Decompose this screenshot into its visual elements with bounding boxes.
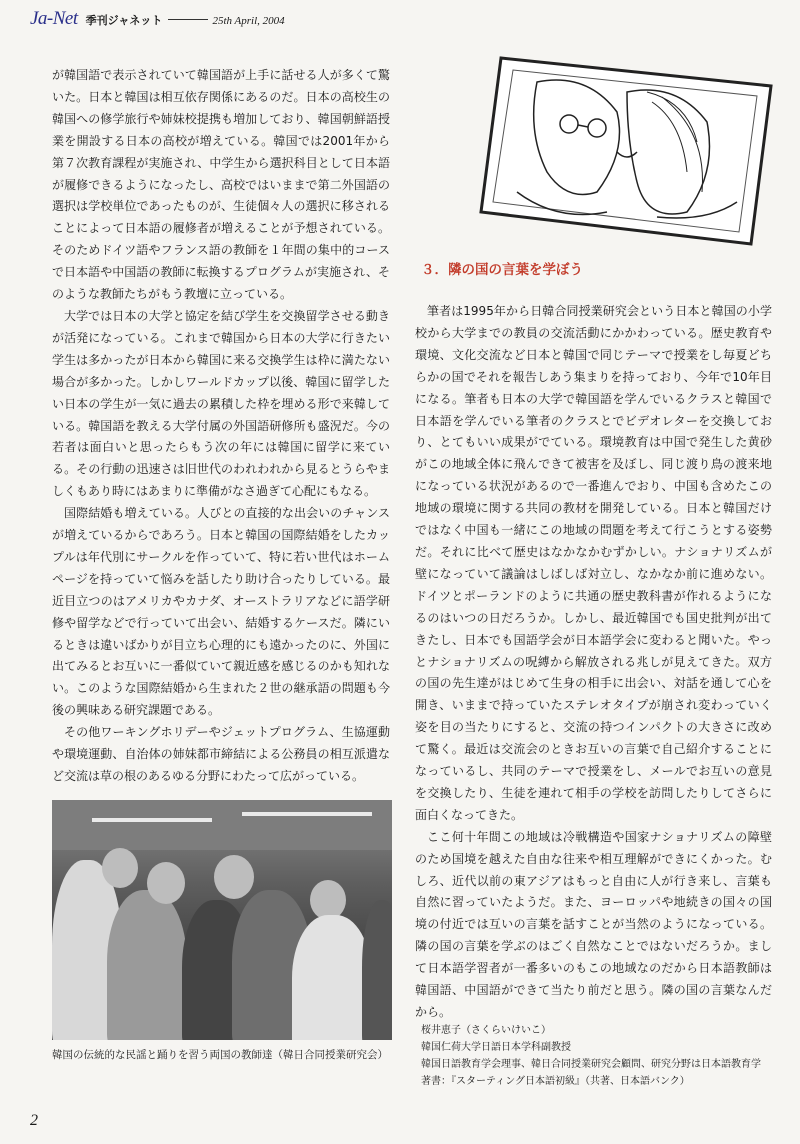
photo-ceiling xyxy=(52,800,392,850)
person-head xyxy=(102,848,138,888)
person-head xyxy=(214,855,254,899)
person xyxy=(292,915,372,1040)
page-number: 2 xyxy=(30,1112,38,1129)
section-title: ３．隣の国の言葉を学ぼう xyxy=(421,262,583,278)
author-roles: 韓国日語教育学会理事、韓日合同授業研究会顧問、研究分野は日本語教育学 xyxy=(421,1059,761,1070)
right-column xyxy=(415,301,772,1024)
page-header xyxy=(30,8,285,30)
issue-date: 25th April, 2004 xyxy=(212,15,285,27)
author-affiliation: 韓国仁荷大学日語日本学科副教授 xyxy=(421,1042,571,1053)
paragraph: が韓国語で表示されていて韓国語が上手に話せる人が多くて驚いた。日本と韓国は相互依存関係にあるのだ。日本の高校生の韓国への修学旅行や姉妹校提携も増加しており、韓国朝鮮語授業を開設する日本の高校が増えている。韓国では2001年から第７次教育課程が実施され、中学生から選択科目として日本語が履修できるようになったし、高校ではいままで第二外国語の選択は学校単位であったものが、生徒個々人の選択に移されることによって日本語の履修者が増えることが予想されている。そのためドイツ語やフランス語の教師を１年間の集中的コースで日本語や中国語の教師に転換するプログラムが実施され、そのような教師たちがもう教壇に立っている。 xyxy=(52,68,390,302)
person xyxy=(107,890,187,1040)
paragraph: 大学では日本の大学と協定を結び学生を交換留学させる動きが活発になっている。これまで韓国から日本の大学に行きたい学生は多かったが日本から韓国に来る交換学生は枠に満たない場合が多かった。しかしワールドカップ以後、韓国に留学したい日本の学生が一気に過去の累積した枠を埋める形で来韓している。韓国語を教える大学付属の外国語研修所も盛況だ。今の若者は面白いと思ったらもう次の年には韓国に留学に来ている。その行動の迅速さは旧世代のわれわれから見るとうらやましくもあり時にはあまりに準備がなさ過ぎて心配にもなる。 xyxy=(52,308,390,499)
person-head xyxy=(147,862,185,904)
paragraph: 筆者は1995年から日韓合同授業研究会という日本と韓国の小学校から大学までの教員の交流活動にかかわっている。歴史教育や環境、文化交流など日本と韓国で同じテーマで授業をし毎夏どちらかの国でそれを報告しあう集まりを持っており、今年で10年目になる。筆者も日本の大学で韓国語を学んでいるクラスと韓国で日本語を学んでいる筆者のクラスとでビデオレターを交換しており、とてもいい成果がでている。環境教育は中国で発生した黄砂がこの地域全体に飛んできて被害を及ぼし、同じ渡り鳥の渡来地になっている状況があるので一番進んでおり、中国も含めたこの地域の環境に関する共同の教材を開発している。日本と韓国だけではなく中国も一緒にこの地域の問題を考えて行こうとする姿勢だ。それに比べて歴史はなかなかむずかしい。ナショナリズムが壁になっていて議論はしばしば対立し、なかなか前に進めない。ドイツとポーランドのように共通の歴史教科書が作れるようになるのはいつの日だろうか。しかし、最近韓国でも国史批判が出てきたし、日本でも国語学会が日本語学会に変わると聞いた。やっとナショナリズムの呪縛から解放される兆しが見えてきた。双方の国の先生達がはじめて生身の相手に出会い、対話を通して心を開き、いままで持っていたステレオタイプが崩され変わっていく姿を目の当たりにすると、交流の持つインパクトの大きさに改めて驚く。最近は交流会のときお互いの言葉で自己紹介することになっているし、共同のテーマで授業をし、メールでお互いの意見を交換したり、生徒を連れて相手の学校を訪問したりしてさらに面白くなってきた。 xyxy=(415,304,772,822)
person-head xyxy=(310,880,346,920)
ceiling-light xyxy=(92,818,212,822)
author-works: 著書：『スターティング日本語初級』（共著、日本語バンク） xyxy=(421,1076,690,1087)
paragraph: 国際結婚も増えている。人びとの直接的な出会いのチャンスが増えているからであろう。日本と韓国の国際結婚をしたカップルは年代別にサークルを作っていて、特に若い世代はホームページを持っていて悩みを話したり助け合ったりしている。最近目立つのはアメリカやカナダ、オーストラリアなどに語学研修や留学などで行っていて出会い、結婚するケースだ。隣にいるときは違いばかりが目立ち心理的にも遠かったのに、外国に出てみるとお互いに一番似ていて親近感を感じるのかも知れない。このような国際結婚から生まれた２世の継承語の問題も今後の興味ある研究課題である。 xyxy=(52,506,390,718)
ja-net-logo: Ja-Net xyxy=(30,8,78,29)
left-column xyxy=(52,65,390,788)
header-rule xyxy=(168,19,208,20)
person xyxy=(362,900,392,1040)
photo-caption: 韓国の伝統的な民謡と踊りを習う両国の教師達（韓日合同授業研究会） xyxy=(52,1049,388,1061)
author-bio xyxy=(421,1022,761,1090)
couple-illustration xyxy=(477,52,775,246)
author-name: 桜井恵子（さくらいけいこ） xyxy=(421,1025,551,1036)
paragraph: ここ何十年間この地域は冷戦構造や国家ナショナリズムの障壁のため国境を越えた自由な往来や相互理解ができにくかった。むしろ、近代以前の東アジアはもっと自由に人が行き来し、言葉も自然に習っていたようだ。また、ヨーロッパや地続きの国々の国境の付近では互いの言葉を話すことが当然のようになっている。隣の国の言葉を学ぶのはごく自然なことではないだろうか。まして日本語学習者が一番多いのもこの地域なのだから日本語教師は韓国語、中国語ができて当たり前だと思う。隣の国の言葉なんだから。 xyxy=(415,829,772,1019)
magazine-title: 季刊ジャネット xyxy=(85,14,163,27)
ceiling-light xyxy=(242,812,372,816)
teachers-photo xyxy=(52,800,392,1040)
paragraph: その他ワーキングホリデーやジェットプログラム、生協運動や環境運動、自治体の姉妹都市締結による公務員の相互派遣など交流は草の根のあるゆる分野にわたって広がっている。 xyxy=(52,725,390,783)
